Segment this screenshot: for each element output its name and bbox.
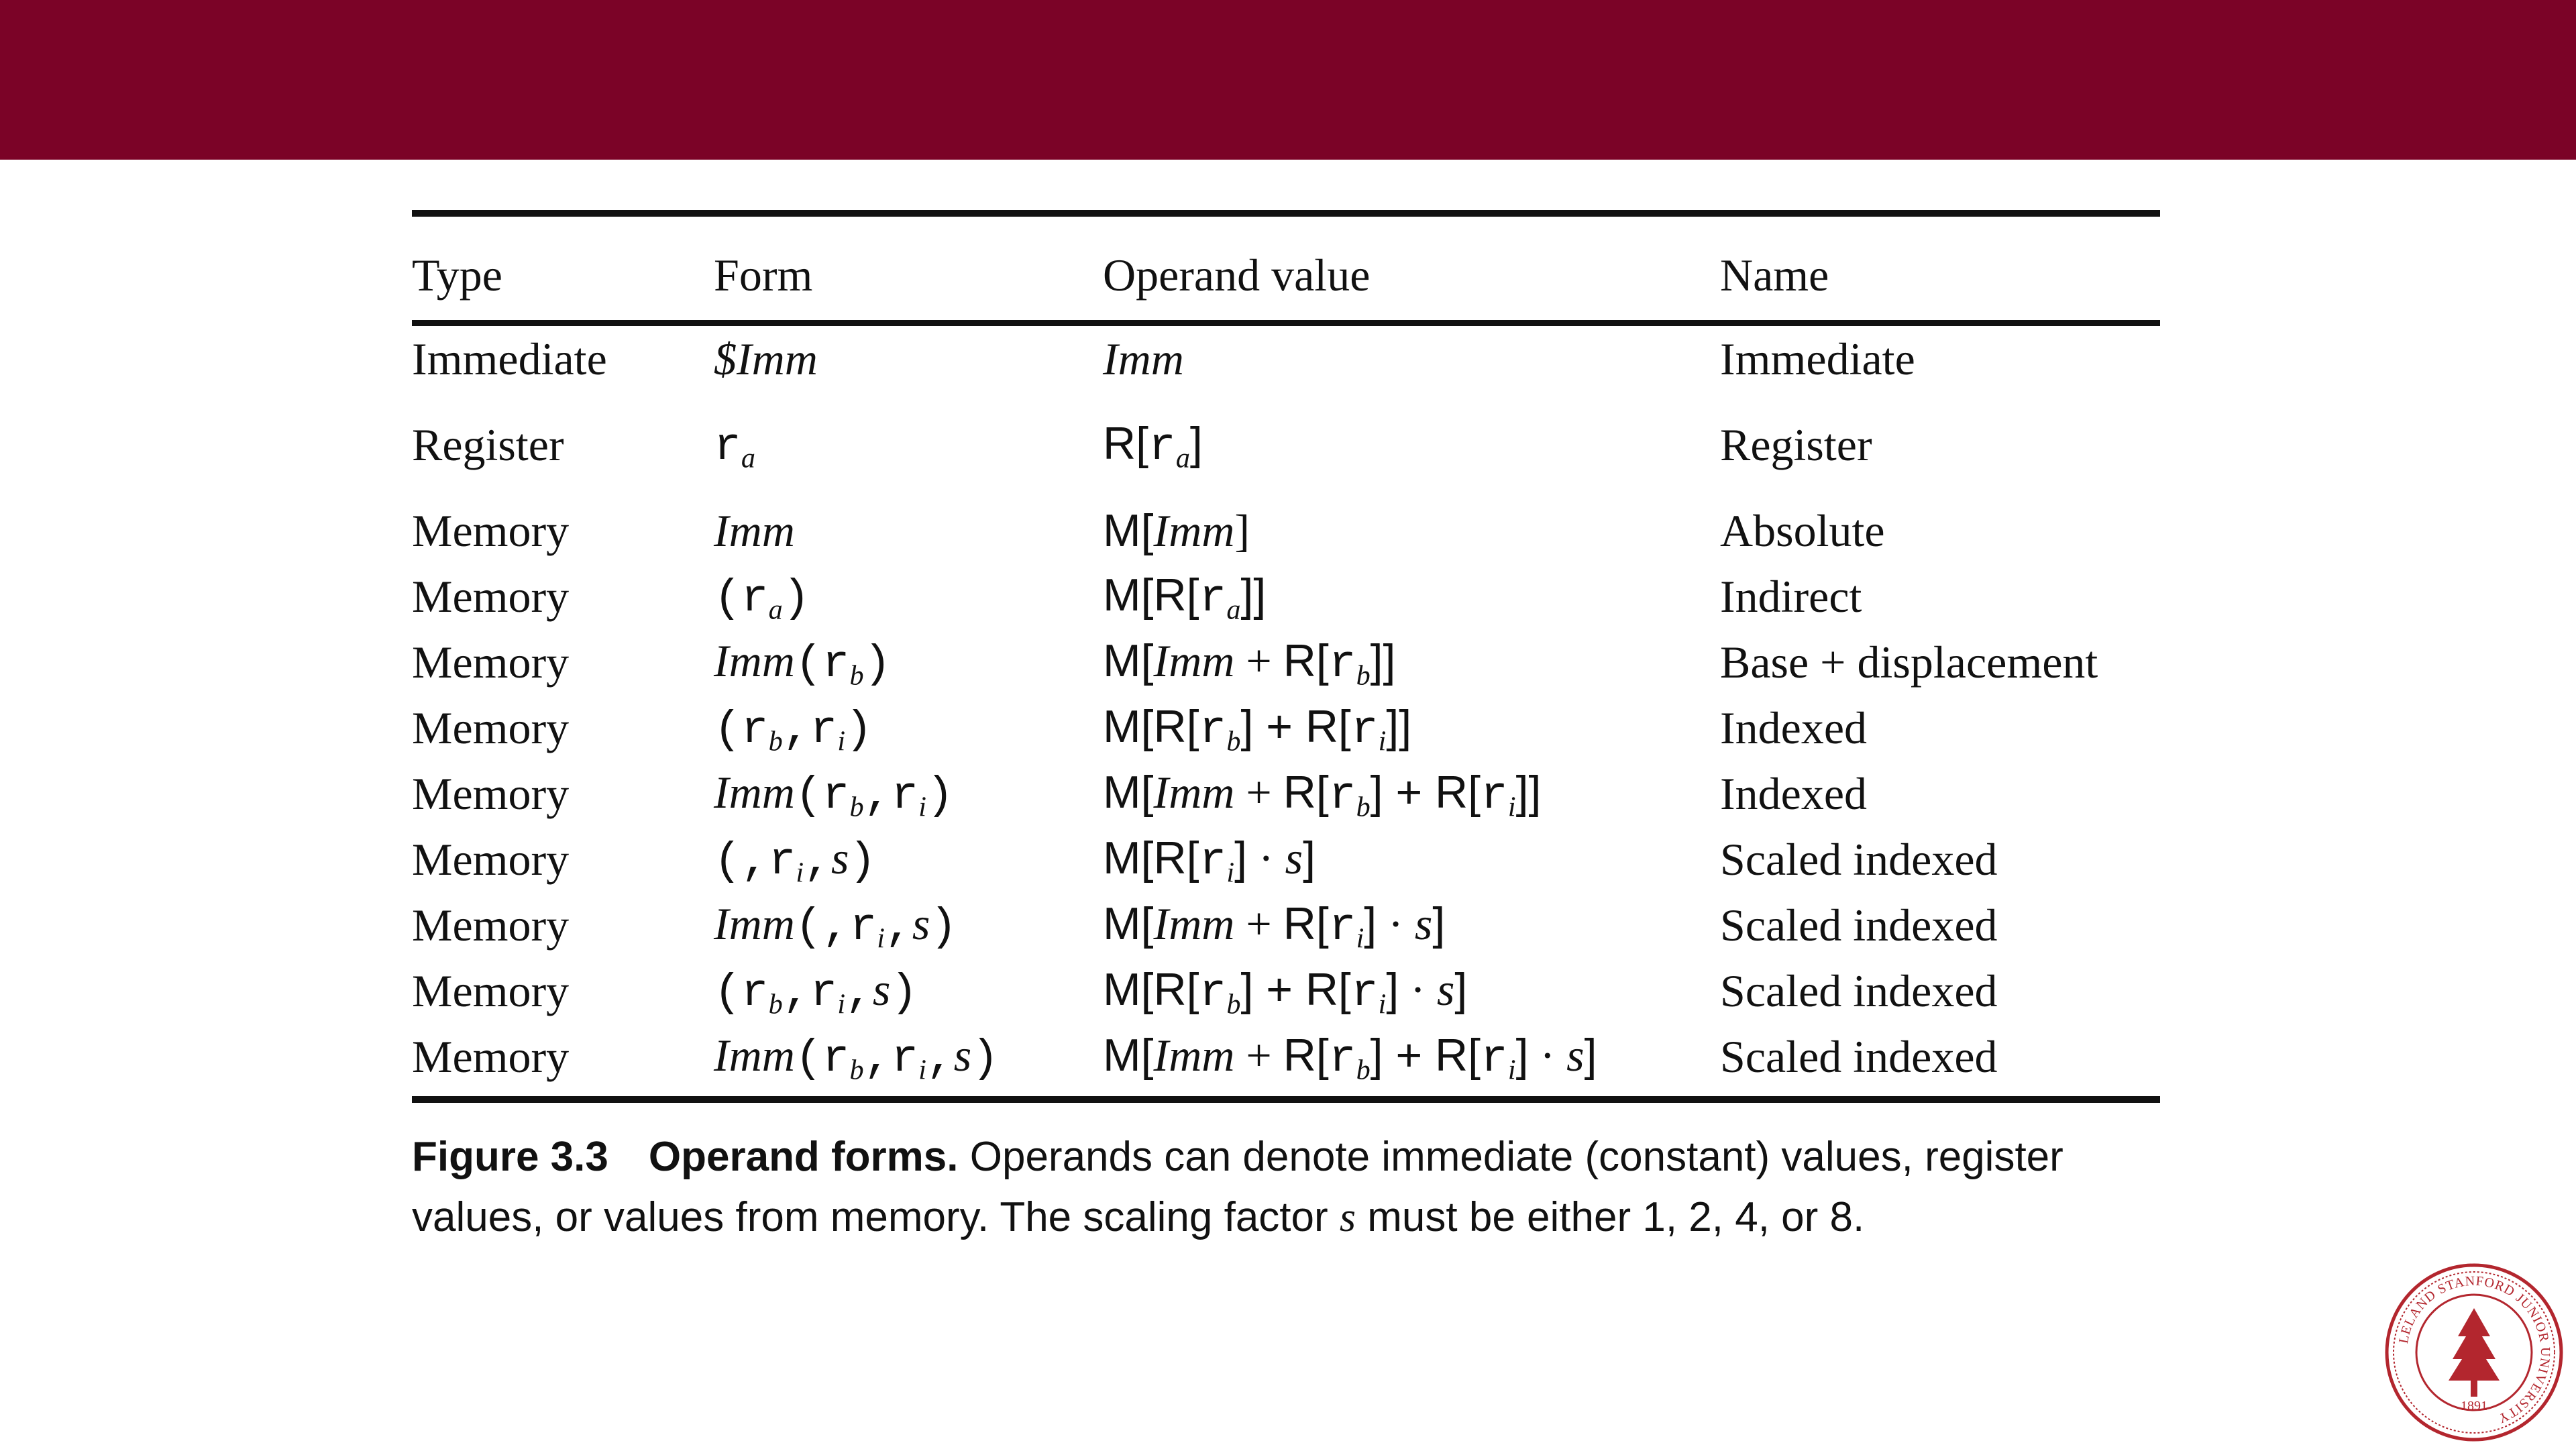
cell-type: Memory — [412, 899, 570, 951]
caption-text-end: must be either 1, 2, 4, or 8. — [1356, 1194, 1865, 1240]
svg-text:1891: 1891 — [2461, 1399, 2487, 1413]
header-type: Type — [412, 213, 714, 323]
cell-form: $Imm(r_b)$ — [714, 635, 892, 692]
cell-name: Indirect — [1720, 570, 1862, 622]
cell-type: Memory — [412, 833, 570, 885]
cell-value: $M[Imm + R[r_b]]$ — [1103, 635, 1396, 692]
cell-name: Immediate — [1720, 333, 1915, 384]
figure-caption — [412, 1127, 2169, 1248]
table-row — [412, 826, 2160, 892]
cell-name: Indexed — [1720, 767, 1868, 819]
cell-form: $Imm(,r_i,s)$ — [714, 898, 958, 955]
table-row — [412, 478, 2160, 564]
figure-number: Figure 3.3 — [412, 1134, 608, 1180]
cell-type: Memory — [412, 570, 570, 622]
table-row — [412, 392, 2160, 478]
cell-name: Scaled indexed — [1720, 965, 1998, 1016]
cell-type: Immediate — [412, 333, 607, 384]
cell-value: $M[R[r_b] + R[r_i] \cdot s]$ — [1103, 963, 1468, 1020]
cell-type: Memory — [412, 965, 570, 1016]
cell-type: Memory — [412, 1030, 570, 1082]
table-row — [412, 1024, 2160, 1099]
table-row — [412, 323, 2160, 392]
header-banner — [0, 0, 2576, 160]
stanford-tree-seal-icon — [2383, 1261, 2565, 1444]
table-row — [412, 761, 2160, 826]
cell-name: Register — [1720, 419, 1872, 470]
cell-value: $M[Imm + R[r_b] + R[r_i]]$ — [1103, 766, 1542, 823]
caption-text: Operands can denote immediate (constant) values, register values, or values from memory. The scaling factor — [412, 1134, 2063, 1240]
cell-form: $Imm(r_b,r_i)$ — [714, 766, 954, 823]
operand-forms-table — [412, 210, 2160, 1103]
cell-form: $r_a$ — [714, 421, 755, 474]
cell-form: $Imm(r_b,r_i,s)$ — [714, 1029, 999, 1086]
cell-type: Memory — [412, 504, 570, 556]
table-header-row — [412, 213, 2160, 323]
cell-form: $Imm — [714, 333, 818, 384]
cell-name: Scaled indexed — [1720, 833, 1998, 885]
cell-type: Memory — [412, 636, 570, 688]
cell-name: Indexed — [1720, 702, 1868, 753]
cell-name: Scaled indexed — [1720, 1030, 1998, 1082]
table-row — [412, 629, 2160, 695]
table-row — [412, 958, 2160, 1024]
cell-value: $M[R[r_i] \cdot s]$ — [1103, 832, 1316, 889]
caption-title: Operand forms. — [648, 1134, 959, 1180]
cell-name: Absolute — [1720, 504, 1885, 556]
caption-var: s — [1339, 1195, 1356, 1240]
cell-name: Scaled indexed — [1720, 899, 1998, 951]
table-row — [412, 892, 2160, 958]
cell-form: Imm — [714, 504, 795, 556]
header-form: Form — [714, 213, 1103, 323]
svg-text:LELAND STANFORD JUNIOR UNIVERS: LELAND STANFORD JUNIOR UNIVERSITY — [2396, 1273, 2553, 1426]
cell-type: Register — [412, 419, 564, 470]
cell-value: Imm — [1103, 333, 1184, 384]
cell-value: $M[Imm + R[r_i] \cdot s]$ — [1103, 898, 1446, 955]
cell-value: $M[R[r_a]]$ — [1103, 569, 1267, 626]
cell-value: $M[R[r_b] + R[r_i]]$ — [1103, 700, 1412, 757]
cell-form: $(,r_i,s)$ — [714, 832, 877, 889]
cell-name: Base + displacement — [1720, 636, 2098, 688]
cell-type: Memory — [412, 767, 570, 819]
cell-form: $(r_b,r_i)$ — [714, 704, 873, 757]
cell-form: $(r_a)$ — [714, 572, 810, 626]
header-operand-value: Operand value — [1103, 213, 1720, 323]
cell-value: M[Imm] — [1103, 504, 1250, 556]
cell-value: $R[r_a]$ — [1103, 417, 1203, 474]
table-row — [412, 695, 2160, 761]
table-row — [412, 564, 2160, 629]
cell-form: $(r_b,r_i,s)$ — [714, 963, 918, 1020]
cell-type: Memory — [412, 702, 570, 753]
header-name: Name — [1720, 213, 2160, 323]
cell-value: $M[Imm + R[r_b] + R[r_i] \cdot s]$ — [1103, 1029, 1597, 1086]
